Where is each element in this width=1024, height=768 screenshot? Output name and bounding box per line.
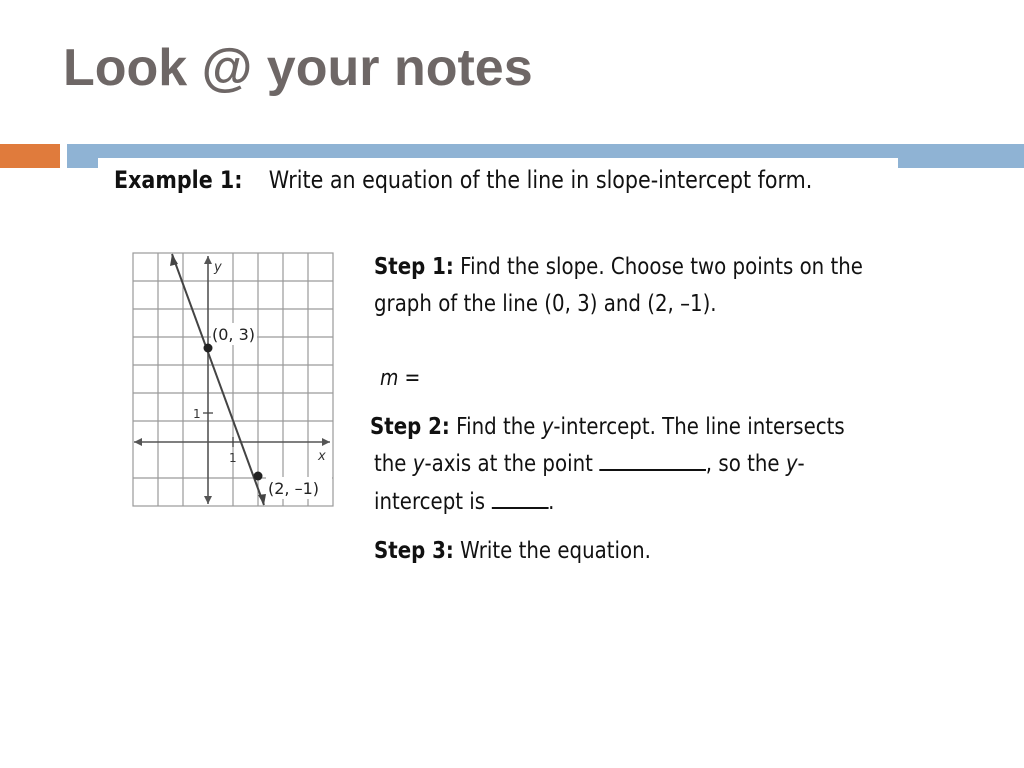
step2-line2-b: -axis at the point	[424, 451, 600, 477]
step3-label: Step 3:	[374, 538, 454, 564]
step1-text: Find the slope. Choose two points on the	[460, 254, 863, 280]
step2-line2-c: , so the	[705, 451, 786, 477]
step1-line2: graph of the line (0, 3) and (2, –1).	[374, 291, 717, 317]
step2-label: Step 2:	[370, 414, 450, 440]
step3-text: Write the equation.	[460, 538, 651, 564]
graph-line	[172, 254, 264, 505]
step2-italic-y2: y	[412, 451, 425, 477]
worksheet-image	[98, 158, 898, 578]
coordinate-graph	[132, 252, 334, 510]
step1-line1	[374, 254, 863, 280]
step2-text-b: -intercept. The line intersects	[553, 414, 845, 440]
slide-title: Look @ your notes	[63, 39, 533, 97]
step2-line3	[374, 489, 554, 515]
step2-line2-a: the	[374, 451, 413, 477]
step2-line3-a: intercept is	[374, 489, 492, 515]
step2-text-a: Find the	[456, 414, 542, 440]
step1-label: Step 1:	[374, 254, 454, 280]
x-axis-label: x	[318, 449, 326, 464]
step2-line2-d: -	[797, 451, 805, 477]
step2-italic-y: y	[541, 414, 554, 440]
line-arrow-bottom	[258, 494, 266, 505]
example-text: Write an equation of the line in slope-intercept form.	[268, 166, 813, 194]
point-b-label: (2, –1)	[268, 479, 320, 498]
line-arrow-top	[170, 254, 178, 266]
x-tick-label: 1	[229, 451, 237, 465]
slope-prompt: m =	[380, 366, 421, 391]
step2-line2	[374, 451, 805, 477]
step2-line3-b: .	[548, 489, 555, 515]
intercept-answer-blank	[491, 489, 548, 509]
axis-arrows	[134, 256, 330, 504]
point-a-label: (0, 3)	[212, 325, 256, 344]
step3-line	[374, 538, 651, 564]
step2-italic-y3: y	[785, 451, 798, 477]
example-heading	[114, 166, 812, 194]
y-axis-label: y	[214, 260, 222, 275]
graph-svg	[132, 252, 334, 510]
example-label: Example 1:	[114, 166, 243, 194]
accent-bar-orange	[0, 144, 60, 168]
point-answer-blank	[599, 451, 706, 471]
step2-line1	[370, 414, 845, 440]
y-tick-label: 1	[193, 407, 201, 421]
grid-lines	[133, 253, 333, 506]
point-2-neg1	[254, 472, 263, 481]
axes	[134, 256, 330, 504]
